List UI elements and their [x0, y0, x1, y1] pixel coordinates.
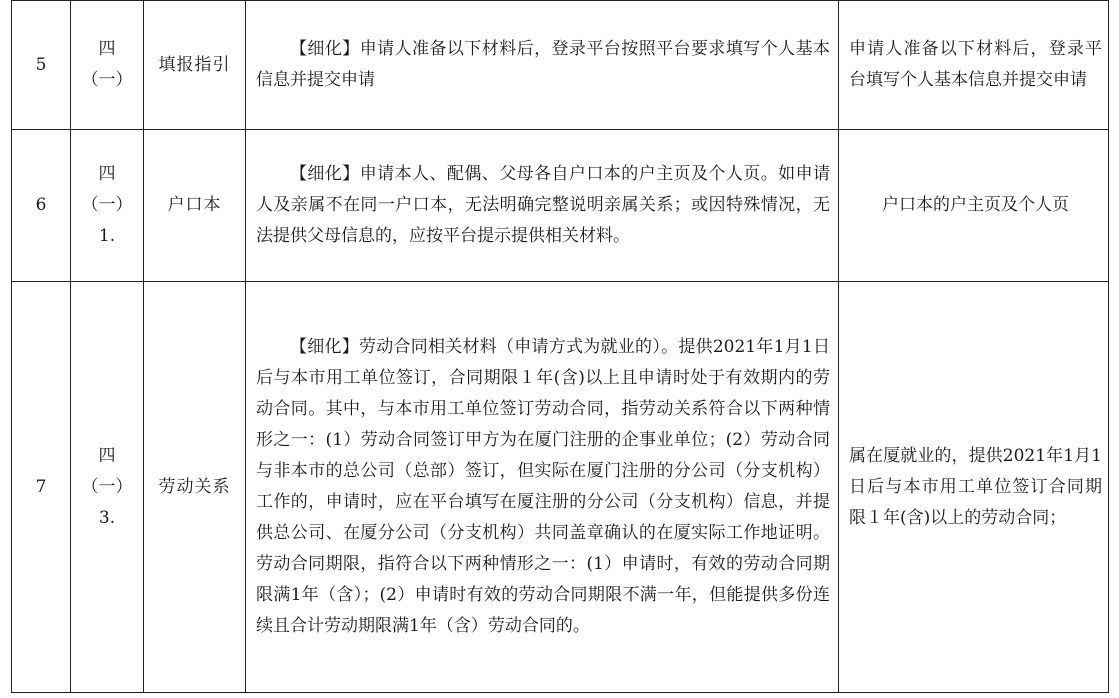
- clause-line: （一）: [81, 70, 133, 90]
- detail-text: 【细化】申请人准备以下材料后，登录平台按照平台要求填写个人基本信息并提交申请: [246, 1, 839, 130]
- clause-line: 四: [98, 39, 116, 59]
- item-name: 填报指引: [144, 1, 246, 130]
- detail-text: 【细化】申请本人、配偶、父母各自户口本的户主页及个人页。如申请人及亲属不在同一户口本，无法明确完整说明亲属关系；或因特殊情况，无法提供父母信息的，应按平台提示提供相关材料。: [246, 130, 839, 282]
- row-number: 7: [12, 282, 71, 693]
- original-text: 属在厦就业的，提供2021年1月1日后与本市用工单位签订合同期限１年(含)以上的劳动合同；: [839, 282, 1109, 693]
- item-name: 户口本: [144, 130, 246, 282]
- clause-line: （一）: [81, 476, 133, 497]
- clause-reference: [71, 1, 144, 130]
- table-row: [12, 1, 1109, 130]
- table-row: [12, 282, 1109, 693]
- clause-line: 四: [98, 445, 116, 466]
- clause-reference: [71, 130, 144, 282]
- clause-line: 四: [98, 164, 116, 184]
- clause-line: 3.: [98, 507, 116, 528]
- item-name: 劳动关系: [144, 282, 246, 693]
- original-text: 申请人准备以下材料后，登录平台填写个人基本信息并提交申请: [839, 1, 1109, 130]
- row-number: 6: [12, 130, 71, 282]
- detail-text: 【细化】劳动合同相关材料（申请方式为就业的）。提供2021年1月1日后与本市用工单位签订，合同期限１年(含)以上且申请时处于有效期内的劳动合同。其中，与本市用工单位签订劳动合同，指劳动关系符合以下两种情形之一：(1）劳动合同签订甲方为在厦门注册的企事业单位；(2）劳动合同与非本市的总公司（总部）签订，但实际在厦门注册的分公司（分支机构）工作的，申请时，应在平台填写在厦注册的分公司（分支机构）信息，并提供总公司、在厦分公司（分支机构）共同盖章确认的在厦实际工作地证明。劳动合同期限，指符合以下两种情形之一：(1）申请时，有效的劳动合同期限满1年（含）；(2）申请时有效的劳动合同期限不满一年，但能提供多份连续且合计劳动期限满1年（含）劳动合同的。: [246, 282, 839, 693]
- original-text: 户口本的户主页及个人页: [839, 130, 1109, 282]
- table-row: [12, 130, 1109, 282]
- comparison-table: [11, 0, 1109, 693]
- clause-line: 1.: [98, 226, 116, 246]
- row-number: 5: [12, 1, 71, 130]
- clause-reference: [71, 282, 144, 693]
- clause-line: （一）: [81, 195, 133, 215]
